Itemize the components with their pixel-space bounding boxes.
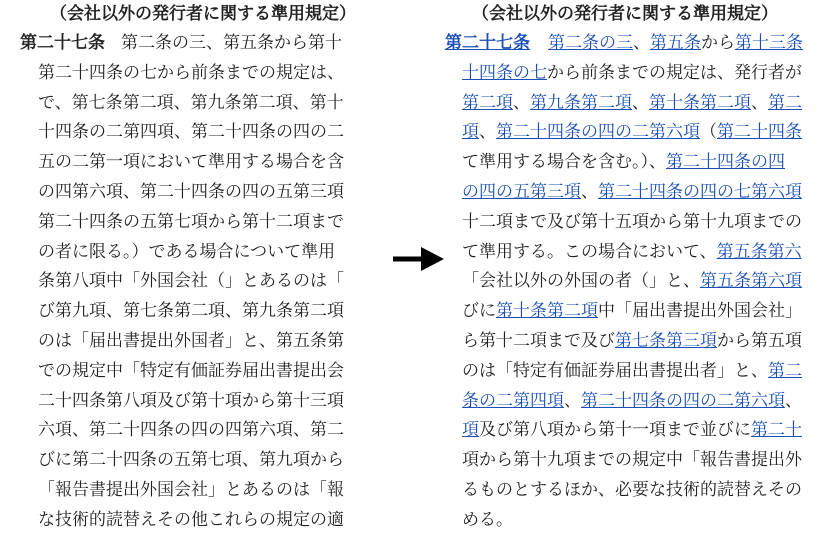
old-text-line-content: 六項、第二十四条の四の四第六項、第二 <box>38 420 344 441</box>
statute-reference-link[interactable]: 項 <box>462 420 479 441</box>
statute-reference-link[interactable]: 第二条の三 <box>548 33 633 53</box>
old-text-line <box>20 327 390 357</box>
statute-reference-link[interactable]: 第十条第二項 <box>496 301 598 322</box>
new-text-line <box>445 327 828 357</box>
old-text-line <box>20 178 390 208</box>
new-text-line <box>445 506 828 536</box>
text-segment: 十二項まで及び第十五項から第十九項までの <box>462 211 802 232</box>
text-segment: 及び第八項から第十一項まで並びに <box>479 420 751 441</box>
new-text-line <box>445 476 828 506</box>
old-text-line <box>20 59 390 89</box>
old-text-line-content: 五の二第一項において準用する場合を含 <box>38 152 344 173</box>
statute-reference-link[interactable]: 第五条 <box>650 33 701 53</box>
text-segment: から第五項 <box>717 330 802 351</box>
new-text-line <box>445 148 828 178</box>
text-segment: 、 <box>633 33 650 53</box>
old-text-line-content: 第二十四条の七から前条までの規定は、 <box>38 62 344 83</box>
old-text-line-content: びに第二十四条の五第七項、第九項から <box>38 450 344 471</box>
new-text-line <box>445 238 828 268</box>
statute-reference-link[interactable]: 第二十四条の四の二第六項 <box>496 122 700 143</box>
text-segment: 、 <box>564 390 581 411</box>
statute-reference-link[interactable]: 第二十四条の四の七第六項 <box>598 181 802 202</box>
text-segment: ら第十二項まで及び <box>462 330 615 351</box>
statute-reference-link[interactable]: の四の五第三項 <box>462 181 581 202</box>
statute-reference-link[interactable]: 第十三条 <box>735 33 803 53</box>
old-text-line-content: での規定中「特定有価証券届出書提出会 <box>38 360 344 381</box>
statute-reference-link[interactable]: 十四条の七 <box>462 62 547 83</box>
old-text-line-content: で、第七条第二項、第九条第二項、第十 <box>38 92 344 113</box>
new-text-line <box>445 29 828 59</box>
new-text-line <box>445 59 828 89</box>
old-text-line <box>20 89 390 119</box>
old-text-line <box>20 476 390 506</box>
old-text-line-content: 二十四条第八項及び第十項から第十三項 <box>38 390 344 411</box>
new-text-line <box>445 297 828 327</box>
text-segment: 項から第十九項までの規定中「報告書提出外 <box>462 450 802 471</box>
text-segment: るものとするほか、必要な技術的読替えその <box>462 479 802 500</box>
new-text-line <box>445 446 828 476</box>
new-text-line <box>445 118 828 148</box>
text-segment: から前条までの規定は、発行者が <box>547 62 802 83</box>
old-text-line-content: び第九項、第七条第二項、第九条第二項 <box>38 301 344 322</box>
new-article-heading: （会社以外の発行者に関する準用規定） <box>472 4 778 24</box>
old-text-line <box>20 387 390 417</box>
statute-reference-link[interactable]: 第二 <box>768 360 802 381</box>
statute-reference-link[interactable]: 第二十四条の四の二第六項 <box>581 390 785 411</box>
statute-reference-link[interactable]: 第十条第二項 <box>649 92 751 113</box>
text-segment: 、 <box>479 122 496 143</box>
old-article-heading: （会社以外の発行者に関する準用規定） <box>50 4 356 24</box>
text-segment: （ <box>700 122 717 143</box>
statute-reference-link[interactable]: 第二十四条 <box>717 122 802 143</box>
statute-reference-link[interactable]: 第七条第三項 <box>615 330 717 351</box>
text-segment: 、 <box>751 92 768 113</box>
statute-reference-link[interactable]: 第二項 <box>462 92 513 113</box>
old-text-line <box>20 29 390 59</box>
old-text-line <box>20 267 390 297</box>
old-text-line <box>20 357 390 387</box>
old-article-number: 第二十七条 <box>20 33 105 53</box>
old-text-line <box>20 118 390 148</box>
new-text-line <box>445 387 828 417</box>
old-text-line-content: な技術的読替えその他これらの規定の適 <box>38 509 344 530</box>
old-text-line-content: 条第八項中「外国会社（」とあるのは「 <box>38 271 344 292</box>
text-segment: て準用する場合を含む。）、 <box>462 152 666 173</box>
new-text-line <box>445 357 828 387</box>
statute-reference-link[interactable]: 条の二第四項 <box>462 390 564 411</box>
text-segment: 、 <box>581 181 598 202</box>
text-segment: 、 <box>632 92 649 113</box>
old-text-line <box>20 208 390 238</box>
old-text-line <box>20 148 390 178</box>
text-segment: 「会社以外の外国の者（」と、 <box>462 271 700 292</box>
old-text-line-content: 第二条の三、第五条から第十 <box>121 33 342 53</box>
old-text-line <box>20 416 390 446</box>
text-segment: のは「特定有価証券届出書提出者」と、 <box>462 360 768 381</box>
old-text-line <box>20 238 390 268</box>
new-text-line <box>445 208 828 238</box>
new-text-line <box>445 178 828 208</box>
statute-reference-link[interactable]: 第九条第二項 <box>530 92 632 113</box>
old-text-column <box>20 0 390 536</box>
old-text-line-content: 十四条の二第四項、第二十四条の四の二 <box>38 122 344 143</box>
new-text-column <box>445 0 828 536</box>
text-segment: びに <box>462 301 496 322</box>
old-text-line-content: の四第六項、第二十四条の四の五第三項 <box>38 181 344 202</box>
old-text-line <box>20 446 390 476</box>
right-arrow-icon <box>393 246 445 272</box>
text-segment: める。 <box>462 509 513 530</box>
old-text-line-content: 「報告書提出外国会社」とあるのは「報 <box>38 479 344 500</box>
old-text-line <box>20 506 390 536</box>
new-text-line <box>445 416 828 446</box>
statute-reference-link[interactable]: 第五条第六 <box>716 241 802 262</box>
old-text-line <box>20 297 390 327</box>
statute-reference-link[interactable]: 第二十四条の四 <box>666 152 785 173</box>
text-segment: 、 <box>513 92 530 113</box>
new-text-line <box>445 89 828 119</box>
text-segment: から <box>701 33 735 53</box>
text-segment: て準用する。この場合において、 <box>462 241 717 262</box>
new-text-line <box>445 267 828 297</box>
old-text-line-content: のは「届出書提出外国者」と、第五条第 <box>38 330 344 351</box>
statute-reference-link[interactable]: 第二十 <box>751 420 802 441</box>
statute-reference-link[interactable]: 第五条第六項 <box>700 271 802 292</box>
new-article-number-link[interactable]: 第二十七条 <box>445 33 530 53</box>
text-segment: 、 <box>785 390 802 411</box>
old-text-line-content: 第二十四条の五第七項から第十二項まで <box>38 211 344 232</box>
old-text-line-content: の者に限る。）である場合について準用 <box>38 241 336 262</box>
statute-reference-link[interactable]: 項 <box>462 122 479 143</box>
statute-reference-link[interactable]: 第二 <box>768 92 802 113</box>
text-segment: 中「届出書提出外国会社」 <box>598 301 802 322</box>
